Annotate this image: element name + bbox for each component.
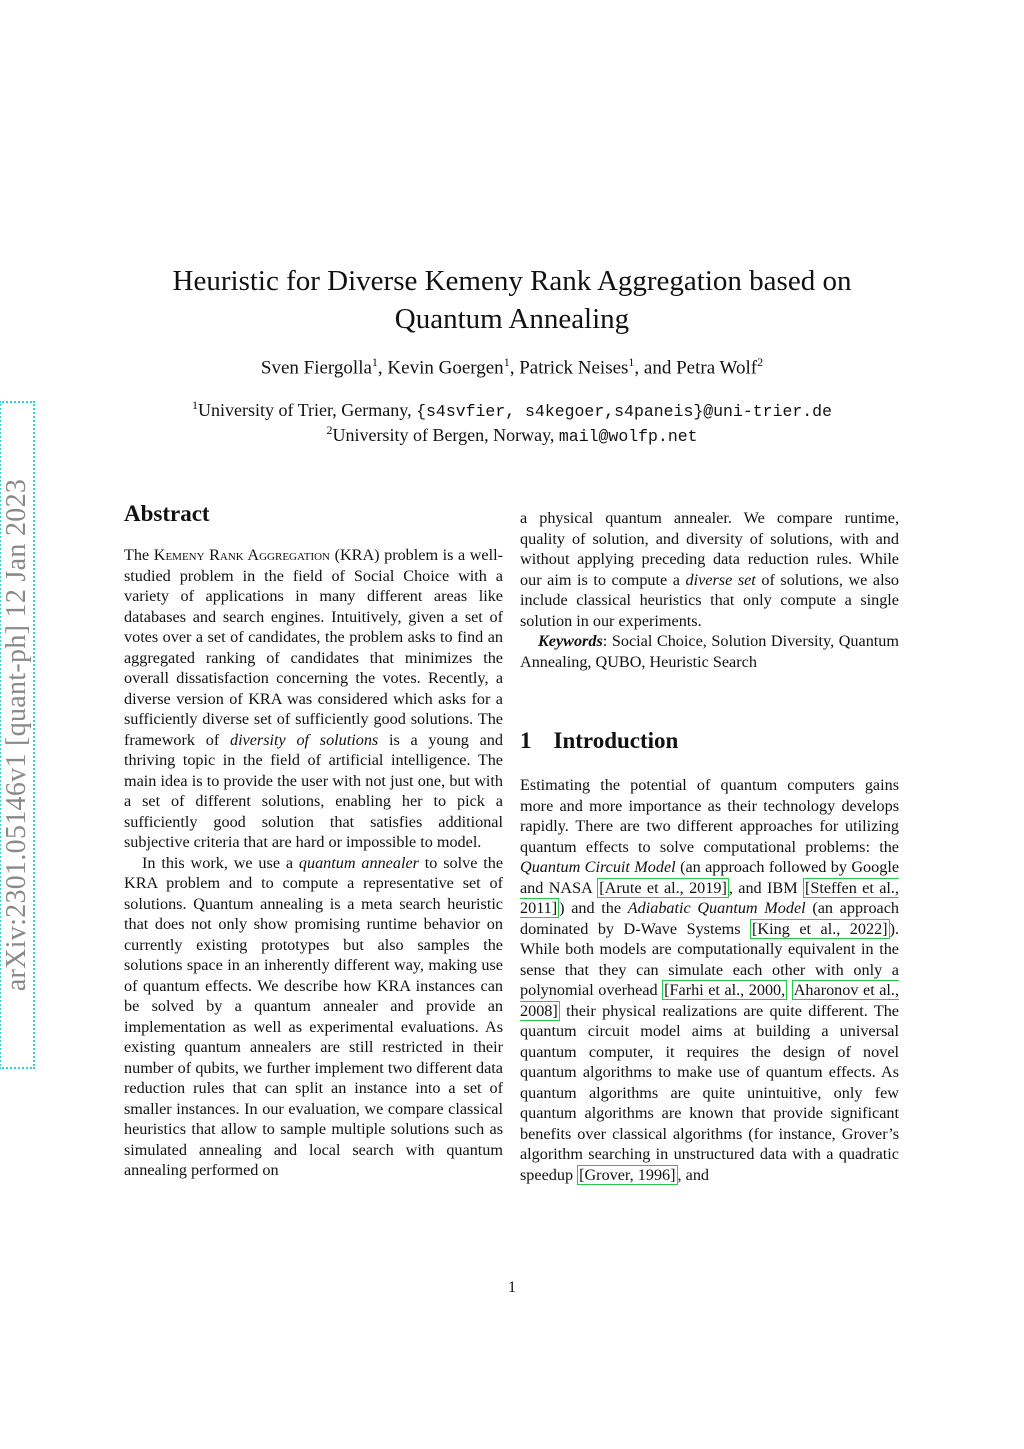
- abstract-right-column: [520, 508, 899, 672]
- abstract-paragraph-2: In this work, we use a quantum annealer to solve the KRA problem and to compute a representative set of solutions. Quantum annealing is a meta search heuristic that does not only show promising runtime behavior on currently existing prototypes but also samples the solutions space in an inherently different way, making use of quantum effects. We describe how KRA instances can be solved by a quantum annealer and provide an implementation as well as experimental evaluations. As existing quantum annealers are still restricted in their number of qubits, we further implement two different data reduction rules that can split an instance into a set of smaller instances. In our evaluation, we compare classical heuristics that allow to sample multiple solutions such as simulated annealing and local search with quantum annealing performed on: [124, 853, 504, 1179]
- abstract-paragraph-1: The Kemeny Rank Aggregation (KRA) problem is a well-studied problem in the field of Social Choice with a variety of applications in many different areas like databases and search engines. Intuitively, given a set of votes over a set of candidates, the problem asks to find an aggregated ranking of candidates that minimizes the overall dissatisfaction concerning the votes. Recently, a diverse version of KRA was considered which asks for a sufficiently diverse set of sufficiently good solutions. The framework of diversity of solutions is a young and thriving topic in the field of artificial intelligence. The main idea is to provide the user with not just one, but with a set of different solutions, enabling her to pick a sufficiently good solution that satisfies additional subjective criteria that are hard or impossible to model.: [124, 546, 503, 851]
- introduction-paragraph: Estimating the potential of quantum computers gains more and more importance as their technology develops rapidly. There are two different approaches for utilizing quantum effects to solve computational problems: the Quantum Circuit Model (an approach followed by Google and NASA [Arute et al., 2019] , and IBM [Steffen et al., 2011] ) and the Adiabatic Quantum Model (an approach dominated by D-Wave Systems [King et al., 2022] ). While both models are computationally equivalent in the sense that they can simulate each other with only a polynomial overhead [Farhi et al., 2000, Aharonov et al., 2008] their physical realizations are quite different. The quantum circuit model aims at building a universal quantum computer, it requires the design of novel quantum algorithms to make use of quantum effects. As quantum algorithms are quite unintuitive, only few quantum algorithms are known that provide significant benefits over classical algorithms (for instance, Grover’s algorithm searching in unstructured data with a quadratic speedup [Grover, 1996] , and: [520, 776, 900, 1184]
- abstract-paragraph-3: a physical quantum annealer. We compare runtime, quality of solution, and diversity of solutions, with and without applying preceding data reduction rules. While our aim is to compute a diverse set of solutions, we also include classical heuristics that only compute a single solution in our experiments.: [520, 509, 899, 630]
- abstract-heading: Abstract: [124, 501, 210, 526]
- author-2: Kevin Goergen: [387, 357, 504, 379]
- arxiv-side-stamp: arXiv:2301.05146v1 [quant-ph] 12 Jan 2023: [0, 401, 35, 1069]
- affiliation-2: $^2$University of Bergen, Norway, mail@wolfp.net: [326, 423, 698, 446]
- affiliation-1: $^1$University of Trier, Germany, {s4svfier, s4kegoer,s4paneis}@uni-trier.de: [192, 398, 832, 421]
- section-title: Introduction: [553, 728, 679, 753]
- citation-link[interactable]: Aharonov et al., 2008]: [520, 981, 899, 1020]
- author-1: Sven Fiergolla: [260, 357, 372, 379]
- introduction-text: [520, 775, 899, 1185]
- keywords: Keywords: Social Choice, Solution Diversity, Quantum Annealing, QUBO, Heuristic Search: [520, 632, 899, 671]
- author-list: Sven Fiergolla$^1$, Kevin Goergen$^1$, Patrick Neises$^1$, and Petra Wolf$^2$: [260, 355, 764, 379]
- citation-link[interactable]: [King et al., 2022]: [752, 919, 888, 938]
- author-3: Patrick Neises: [519, 357, 629, 379]
- citation-link[interactable]: [Steffen et al., 2011]: [520, 878, 899, 917]
- citation-link[interactable]: [Grover, 1996]: [579, 1165, 676, 1184]
- section-1-heading: [520, 728, 678, 754]
- abstract-left-column: [124, 545, 503, 1181]
- citation-link[interactable]: [Arute et al., 2019]: [599, 878, 727, 897]
- affiliation-1-email[interactable]: {s4svfier, s4kegoer,s4paneis}@uni-trier.de: [416, 402, 832, 421]
- affiliation-2-email[interactable]: mail@wolfp.net: [558, 427, 698, 446]
- title-line-2: Quantum Annealing: [394, 303, 630, 335]
- author-4: Petra Wolf: [676, 357, 758, 379]
- page-number: 1: [508, 1279, 516, 1296]
- keywords-label: Keywords: [538, 632, 603, 650]
- title-line-1: Heuristic for Diverse Kemeny Rank Aggregation based on: [172, 265, 852, 297]
- section-number: 1: [520, 728, 532, 753]
- paper-title: [0, 262, 1024, 338]
- citation-link[interactable]: [Farhi et al., 2000,: [664, 981, 786, 999]
